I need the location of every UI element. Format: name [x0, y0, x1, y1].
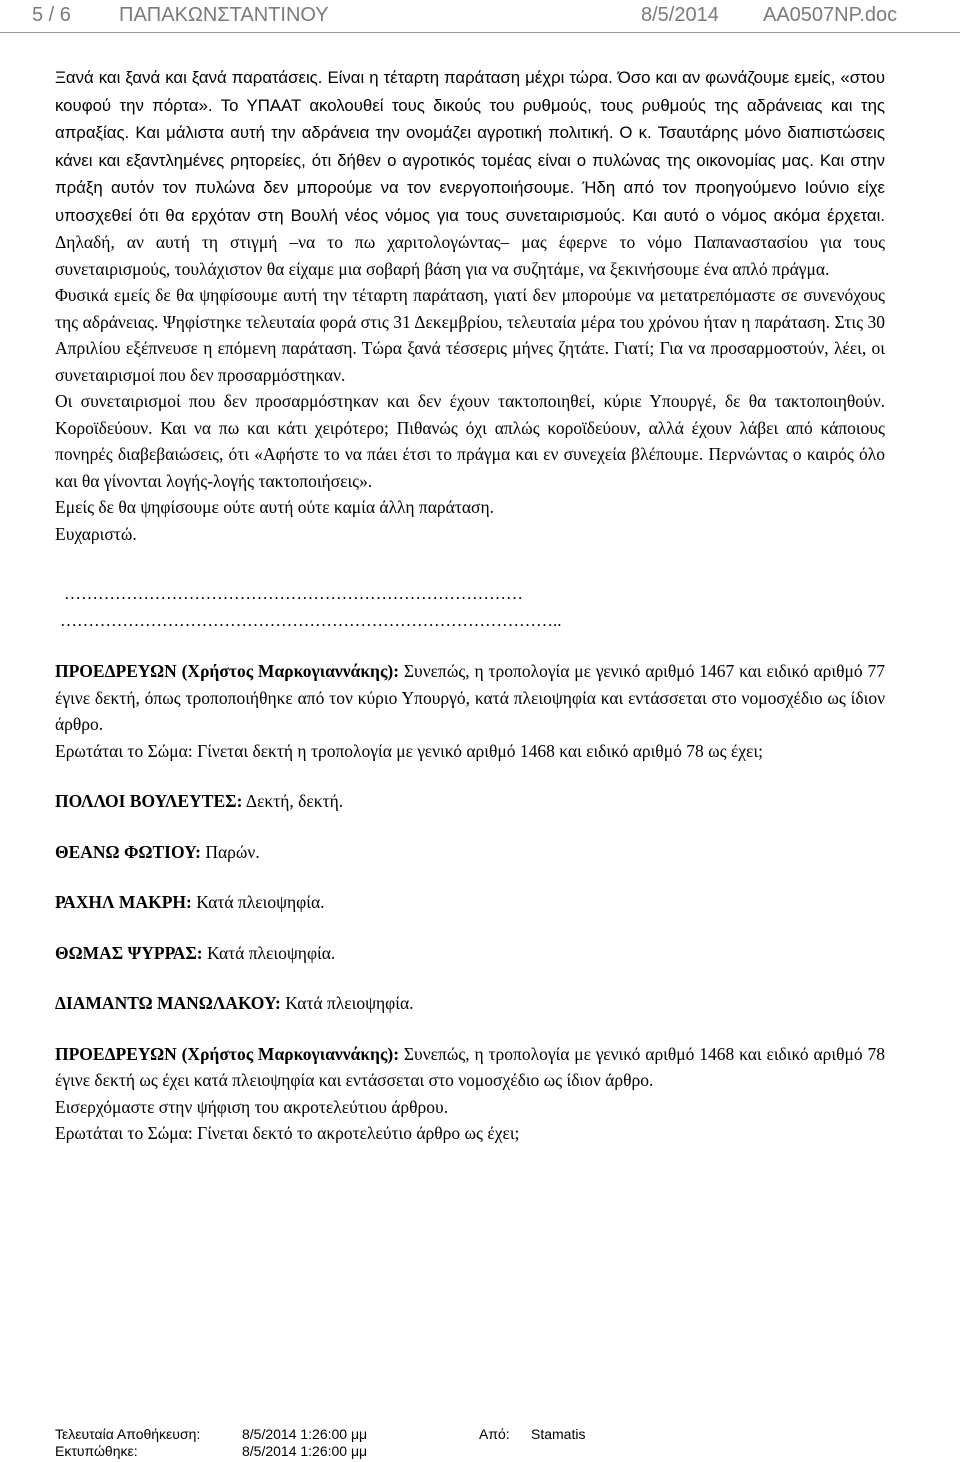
chair-statement: Εισερχόμαστε στην ψήφιση του ακροτελεύτιου άρθρου. — [55, 1096, 449, 1117]
speech-text: Ξανά και ξανά και ξανά παρατάσεις. Είναι η τέταρτη παράταση μέχρι τώρα. Όσο και αν φωνάζουμε εμείς, «στου κουφού την πόρτα». Το ΥΠΑΑΤ ακολουθεί τους δικούς του ρυθμούς, τους ρυθμούς της αδράνειας και της απραξίας. Και μάλιστα αυτή την αδράνεια την ονομάζει αγροτική πολιτική. — [55, 68, 885, 142]
footer-row-printed — [55, 1443, 915, 1460]
header-date: 8/5/2014 — [641, 4, 719, 26]
speaker-block-makri — [55, 889, 885, 916]
chair-question: Ερωτάται το Σώμα: Γίνεται δεκτή η τροπολογία με γενικό αριθμό 1468 και ειδικό αριθμό 78 ως έχει; — [55, 740, 763, 761]
speaker-text: Κατά πλειοψηφία. — [280, 993, 414, 1013]
speaker-block-manolakou — [55, 990, 885, 1017]
speaker-name: ΠΡΟΕΔΡΕΥΩΝ (Χρήστος Μαρκογιαννάκης): — [55, 661, 400, 681]
speaker-text: Παρών. — [201, 841, 260, 862]
speaker-block-psyrras — [55, 940, 885, 967]
chair-question: Ερωτάται το Σώμα: Γίνεται δεκτό το ακροτελεύτιο άρθρο ως έχει; — [55, 1123, 520, 1143]
printed-label: Εκτυπώθηκε: — [55, 1443, 138, 1459]
paragraph-speech-4: Εμείς δε θα ψηφίσουμε ούτε αυτή ούτε καμία άλλη παράταση. — [55, 497, 494, 517]
speaker-block-fotiou — [55, 839, 885, 866]
paragraph-thanks: Ευχαριστώ. — [55, 523, 137, 544]
speaker-text: Κατά πλειοψηφία. — [191, 892, 325, 912]
speaker-text: Συνεπώς, η τροπολογία με γενικό αριθμό 1468 και ειδικό αριθμό 78 έγινε δεκτή ως έχει κατά πλειοψηφία και εντάσσεται στο νομοσχέδιο ως ίδιον άρθρο. — [55, 1043, 885, 1090]
paragraph-speech-3: Οι συνεταιρισμοί που δεν προσαρμόστηκαν και δεν έχουν τακτοποιηθεί, κύριε Υπουργέ, δε θα τακτοποιηθούν. Κοροϊδεύουν. Και να πω και κάτι χειρότερο; Πιθανώς όχι απλώς κοροϊδεύουν, αλλά έχουν λάβει από κάποιους πονηρές διαβεβαιώσεις, ότι «Αφήστε το να πάει έτσι το πράγμα και εν συνεχεία βλέπουμε. Περνώντας ο καιρός όλο και θα γίνονται λογής-λογής τακτοποιήσεις». — [55, 391, 885, 491]
omission-dots: …………………………………………………………………………….. — [60, 610, 562, 630]
speaker-text: Δεκτή, δεκτή. — [242, 791, 344, 811]
header-author: ΠΑΠΑΚΩΝΣΤΑΝΤΙΝΟΥ — [119, 4, 329, 26]
speaker-name: ΠΟΛΛΟΙ ΒΟΥΛΕΥΤΕΣ: — [55, 791, 243, 811]
page-header — [0, 0, 960, 36]
speaker-name: ΡΑΧΗΛ ΜΑΚΡΗ: — [55, 892, 192, 912]
speaker-name: ΘΕΑΝΩ ΦΩΤΙΟΥ: — [55, 841, 201, 862]
from-value: Stamatis — [531, 1426, 586, 1442]
speaker-name: ΔΙΑΜΑΝΤΩ ΜΑΝΩΛΑΚΟΥ: — [55, 993, 281, 1013]
speaker-block-mps — [55, 788, 885, 815]
speaker-text: Κατά πλειοψηφία. — [202, 942, 336, 963]
speaker-name: ΠΡΟΕΔΡΕΥΩΝ (Χρήστος Μαρκογιαννάκης): — [55, 1043, 400, 1064]
document-body — [55, 64, 885, 1147]
saved-value: 8/5/2014 1:26:00 μμ — [242, 1426, 368, 1442]
header-filename: AA0507NP.doc — [763, 4, 898, 26]
printed-value: 8/5/2014 1:26:00 μμ — [242, 1443, 368, 1459]
speaker-block-chair — [55, 658, 885, 738]
footer-row-saved — [55, 1426, 915, 1443]
header-divider — [0, 32, 960, 33]
page-number: 5 / 6 — [32, 4, 71, 26]
saved-label: Τελευταία Αποθήκευση: — [55, 1426, 201, 1442]
speech-text: Δηλαδή, αν αυτή τη στιγμή –να το πω χαριτολογώντας– μας έφερνε το νόμο Παπαναστασίου για τους συνεταιρισμούς, τουλάχιστον θα είχαμε μια σοβαρή βάση για να συζητάμε, να ξεκινήσουμε ένα απλό πράγμα. — [55, 232, 885, 279]
speech-text: Ο κ. Τσαυτάρης μόνο διαπιστώσεις κάνει και εξαντλημένες ρητορείες, ότι δήθεν ο αγροτικός τομέας είναι ο πυλώνας της οικονομίας μας. Και στην πράξη αυτόν τον πυλώνα δεν μπορούμε να τον ενεργοποιήσουμε. Ήδη από τον προηγούμενο Ιούνιο είχε υποσχεθεί ότι θα ερχόταν στη Βουλή νέος νόμος για τους συνεταιρισμούς. Και αυτό ο νόμος ακόμα έρχεται. — [55, 123, 885, 225]
paragraph-speech-1 — [55, 64, 885, 282]
paragraph-speech-2: Φυσικά εμείς δε θα ψηφίσουμε αυτή την τέταρτη παράταση, γιατί δεν μπορούμε να μετατρεπόμαστε σε συνενόχους της αδράνειας. Ψηφίστηκε τελευταία φορά στις 31 Δεκεμβρίου, τελευταία μέρα του χρόνου ήταν η παράταση. Στις 30 Απριλίου εξέπνευσε η επόμενη παράταση. Τώρα ξανά τέσσερις μήνες ζητάτε. Γιατί; Για να προσαρμοστούν, λέει, οι συνεταιρισμοί που δεν προσαρμόστηκαν. — [55, 285, 885, 385]
speaker-text: Συνεπώς, η τροπολογία με γενικό αριθμό 1467 και ειδικό αριθμό 77 έγινε δεκτή, όπως τροποποιήθηκε από τον κύριο Υπουργό, κατά πλειοψηφία και εντάσσεται στο νομοσχέδιο ως ίδιον άρθρο. — [55, 661, 885, 734]
speaker-name: ΘΩΜΑΣ ΨΥΡΡΑΣ: — [55, 942, 203, 963]
speaker-block-chair — [55, 1041, 885, 1094]
omission-dots: ……………………………………………………………………… — [64, 584, 523, 603]
from-label: Από: — [479, 1426, 510, 1442]
page-footer — [55, 1426, 915, 1460]
